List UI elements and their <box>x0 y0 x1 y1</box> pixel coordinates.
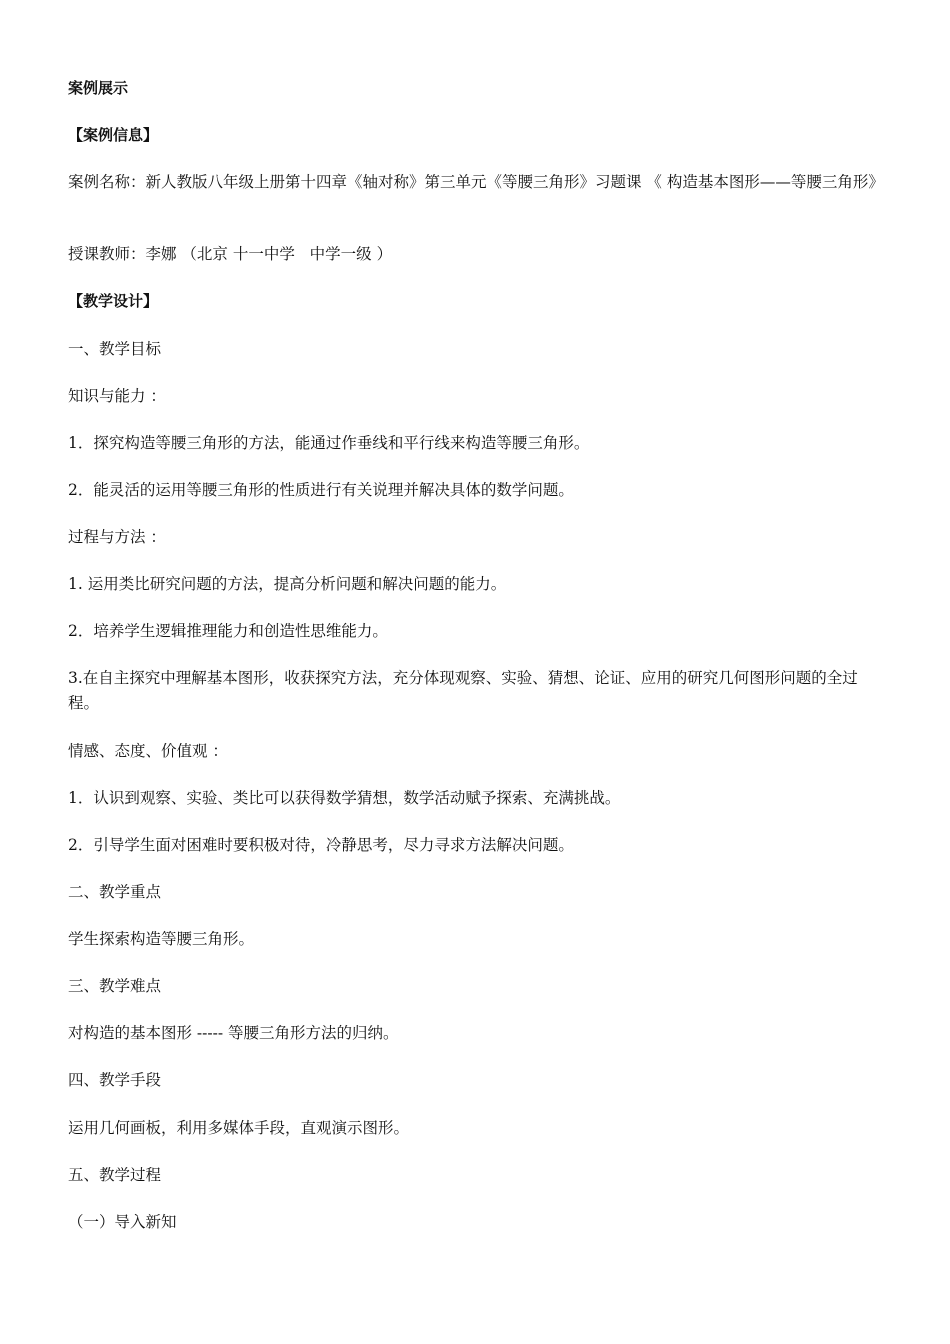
knowledge-item-1: 1．探究构造等腰三角形的方法，能通过作垂线和平行线来构造等腰三角形。 <box>68 434 590 452</box>
knowledge-title: 知识与能力 ： <box>68 387 166 405</box>
key-title: 二、教学重点 <box>68 883 162 901</box>
case-name: 案例名称：新人教版八年级上册第十四章《轴对称》第三单元《等腰三角形》习题课 《 构造基本图形——等腰三角形》 <box>68 173 884 191</box>
key-text: 学生探索构造等腰三角形。 <box>68 930 255 948</box>
design-header: 【教学设计】 <box>68 292 159 310</box>
process-item-3: 3.在自主探究中理解基本图形，收获探究方法，充分体现观察、实验、猜想、论证、应用的研究几何图形问题的全过程。 <box>68 669 858 712</box>
process-title: 过程与方法 ： <box>68 528 166 546</box>
teacher-info: 授课教师：李娜 （北京 十一中学 中学一级 ） <box>68 245 393 263</box>
emotion-item-2: 2．引导学生面对困难时要积极对待，冷静思考，尽力寻求方法解决问题。 <box>68 836 574 854</box>
difficulty-title: 三、教学难点 <box>68 977 162 995</box>
case-info-header: 【案例信息】 <box>68 126 159 144</box>
process-item-2: 2．培养学生逻辑推理能力和创造性思维能力。 <box>68 622 388 640</box>
process-section-title: 五、教学过程 <box>68 1166 162 1184</box>
knowledge-item-2: 2．能灵活的运用等腰三角形的性质进行有关说理并解决具体的数学问题。 <box>68 481 574 499</box>
intro-title: （一）导入新知 <box>68 1213 177 1231</box>
document-heading: 案例展示 <box>68 79 129 97</box>
goals-title: 一、教学目标 <box>68 340 162 358</box>
emotion-title: 情感、态度、价值观 ： <box>68 742 228 760</box>
emotion-item-1: 1．认识到观察、实验、类比可以获得数学猜想，数学活动赋予探索、充满挑战。 <box>68 789 621 807</box>
means-text: 运用几何画板，利用多媒体手段，直观演示图形。 <box>68 1119 410 1137</box>
process-item-1: 1. 运用类比研究问题的方法，提高分析问题和解决问题的能力。 <box>68 575 507 593</box>
difficulty-text: 对构造的基本图形 ----- 等腰三角形方法的归纳。 <box>68 1024 399 1042</box>
means-title: 四、教学手段 <box>68 1071 162 1089</box>
